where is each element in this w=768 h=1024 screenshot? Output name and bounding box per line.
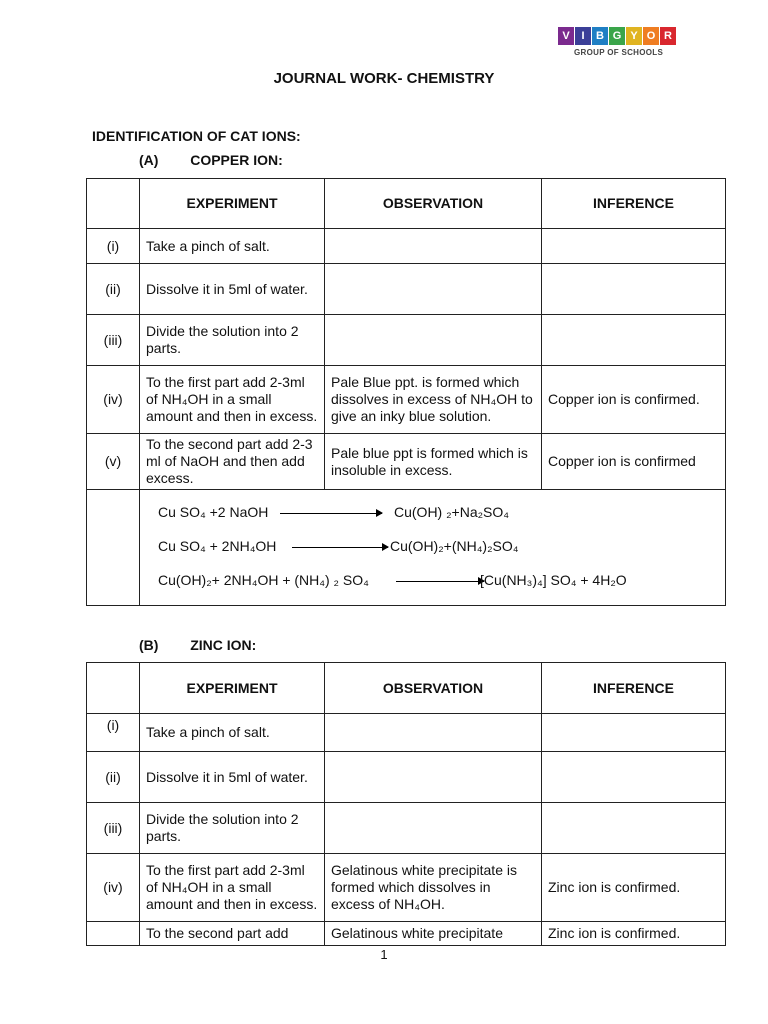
equations-index-cell (87, 490, 140, 606)
header-observation: OBSERVATION (325, 663, 542, 714)
logo-letter: R (660, 27, 676, 45)
experiment-cell: Divide the solution into 2 parts. (140, 315, 325, 366)
inference-cell: Zinc ion is confirmed. (542, 854, 726, 922)
experiment-cell: Take a pinch of salt. (140, 714, 325, 752)
row-index: (i) (87, 714, 140, 752)
experiment-cell: Take a pinch of salt. (140, 229, 325, 264)
copper-name: COPPER ION: (190, 152, 283, 168)
logo-letter: B (592, 27, 608, 45)
inference-cell (542, 264, 726, 315)
observation-cell: Pale Blue ppt. is formed which dissolves in excess of NH₄OH to give an inky blue solution. (325, 366, 542, 434)
table-row (87, 264, 726, 315)
table-row (87, 434, 726, 490)
table-row (87, 803, 726, 854)
observation-cell: Gelatinous white precipitate is formed which dissolves in excess of NH₄OH. (325, 854, 542, 922)
row-index: (ii) (87, 752, 140, 803)
reaction-arrow-icon (396, 581, 484, 582)
copper-heading (139, 152, 283, 168)
inference-cell (542, 752, 726, 803)
header-index-cell (87, 663, 140, 714)
row-index: (iii) (87, 803, 140, 854)
row-index (87, 922, 140, 946)
table-row (87, 752, 726, 803)
zinc-table (86, 662, 726, 946)
school-logo (558, 27, 677, 57)
observation-cell (325, 803, 542, 854)
equation-rhs: Cu(OH) ₂+Na₂SO₄ (394, 503, 509, 520)
equation (140, 497, 725, 531)
equations-cell (140, 490, 726, 606)
row-index: (i) (87, 229, 140, 264)
logo-subtitle: GROUP OF SCHOOLS (574, 48, 664, 57)
table-row (87, 854, 726, 922)
row-index: (v) (87, 434, 140, 490)
equations-row (87, 490, 726, 606)
table-row (87, 922, 726, 946)
page-title: JOURNAL WORK- CHEMISTRY (273, 70, 495, 87)
observation-cell (325, 714, 542, 752)
zinc-label: (B) (139, 637, 159, 653)
section-heading: IDENTIFICATION OF CAT IONS: (92, 128, 301, 144)
experiment-cell: Divide the solution into 2 parts. (140, 803, 325, 854)
row-index: (iv) (87, 854, 140, 922)
equation (140, 531, 725, 565)
logo-letter: Y (626, 27, 642, 45)
row-index: (iv) (87, 366, 140, 434)
inference-cell (542, 803, 726, 854)
row-index: (iii) (87, 315, 140, 366)
header-observation: OBSERVATION (325, 179, 542, 229)
equation-lhs: Cu SO₄ + 2NH₄OH (158, 537, 277, 554)
observation-cell: Pale blue ppt is formed which is insoluble in excess. (325, 434, 542, 490)
equation-lhs: Cu(OH)₂+ 2NH₄OH + (NH₄) ₂ SO₄ (158, 571, 369, 588)
observation-cell: Gelatinous white precipitate (325, 922, 542, 946)
experiment-cell: To the second part add 2-3 ml of NaOH and then add excess. (140, 434, 325, 490)
experiment-cell: Dissolve it in 5ml of water. (140, 264, 325, 315)
experiment-cell: To the first part add 2-3ml of NH₄OH in a small amount and then in excess. (140, 366, 325, 434)
logo-letter: G (609, 27, 625, 45)
zinc-heading (139, 637, 256, 653)
header-experiment: EXPERIMENT (140, 179, 325, 229)
page-number: 1 (380, 947, 388, 962)
inference-cell: Copper ion is confirmed (542, 434, 726, 490)
observation-cell (325, 264, 542, 315)
header-experiment: EXPERIMENT (140, 663, 325, 714)
table-row (87, 315, 726, 366)
equation-rhs: Cu(OH)₂+(NH₄)₂SO₄ (390, 537, 519, 554)
copper-table (86, 178, 726, 606)
header-index-cell (87, 179, 140, 229)
equation-lhs: Cu SO₄ +2 NaOH (158, 503, 269, 520)
table-row (87, 229, 726, 264)
equation-rhs: [Cu(NH₃)₄] SO₄ + 4H₂O (480, 571, 627, 588)
reaction-arrow-icon (292, 547, 388, 548)
inference-cell: Copper ion is confirmed. (542, 366, 726, 434)
experiment-cell: To the first part add 2-3ml of NH₄OH in a small amount and then in excess. (140, 854, 325, 922)
observation-cell (325, 752, 542, 803)
equation (140, 565, 725, 599)
reaction-arrow-icon (280, 513, 382, 514)
table-row (87, 366, 726, 434)
row-index: (ii) (87, 264, 140, 315)
observation-cell (325, 315, 542, 366)
zinc-name: ZINC ION: (190, 637, 257, 653)
inference-cell (542, 714, 726, 752)
copper-label: (A) (139, 152, 159, 168)
header-inference: INFERENCE (542, 179, 726, 229)
logo-letters (558, 27, 677, 45)
inference-cell (542, 229, 726, 264)
observation-cell (325, 229, 542, 264)
table-header-row (87, 179, 726, 229)
logo-letter: O (643, 27, 659, 45)
inference-cell: Zinc ion is confirmed. (542, 922, 726, 946)
logo-letter: I (575, 27, 591, 45)
table-row (87, 714, 726, 752)
table-header-row (87, 663, 726, 714)
experiment-cell: Dissolve it in 5ml of water. (140, 752, 325, 803)
header-inference: INFERENCE (542, 663, 726, 714)
logo-letter: V (558, 27, 574, 45)
experiment-cell: To the second part add (140, 922, 325, 946)
inference-cell (542, 315, 726, 366)
